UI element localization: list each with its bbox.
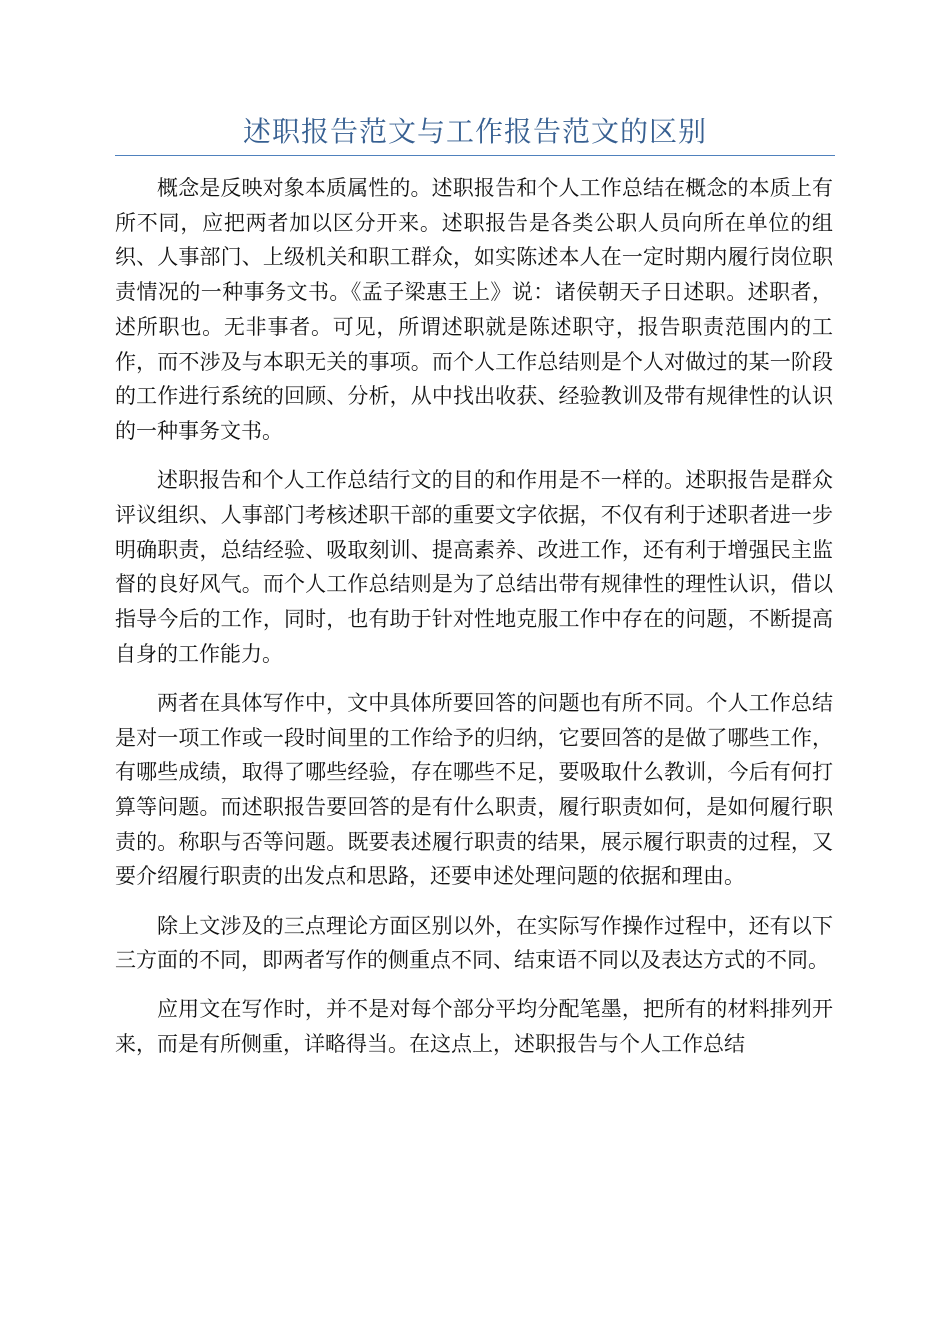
paragraph: 除上文涉及的三点理论方面区别以外，在实际写作操作过程中，还有以下三方面的不同，即两者写作的侧重点不同、结束语不同以及表达方式的不同。 <box>115 913 833 973</box>
document-body <box>115 171 833 1076</box>
paragraph: 述职报告和个人工作总结行文的目的和作用是不一样的。述职报告是群众评议组织、人事部门考核述职干部的重要文字依据，不仅有利于述职者进一步明确职责，总结经验、吸取刻训、提高素养、改进工作，还有利于增强民主监督的良好风气。而个人工作总结则是为了总结出带有规律性的理性认识，借以指导今后的工作，同时，也有助于针对性地克服工作中存在的问题，不断提高自身的工作能力。 <box>115 468 833 666</box>
title-underline <box>115 155 835 156</box>
document-title: 述职报告范文与工作报告范文的区别 <box>242 115 707 148</box>
paragraph: 概念是反映对象本质属性的。述职报告和个人工作总结在概念的本质上有所不同，应把两者加以区分开来。述职报告是各类公职人员向所在单位的组织、人事部门、上级机关和职工群众，如实陈述本人在一定时期内履行岗位职责情况的一种事务文书。《孟子梁惠王上》说：诸侯朝天子日述职。述职者，述所职也。无非事者。可见，所谓述职就是陈述职守，报告职责范围内的工作，而不涉及与本职无关的事项。而个人工作总结则是个人对做过的某一阶段的工作进行系统的回顾、分析，从中找出收获、经验教训及带有规律性的认识的一种事务文书。 <box>115 176 833 443</box>
paragraph: 应用文在写作时，并不是对每个部分平均分配笔墨，把所有的材料排列开来，而是有所侧重，详略得当。在这点上，述职报告与个人工作总结 <box>115 997 833 1057</box>
paragraph: 两者在具体写作中，文中具体所要回答的问题也有所不同。个人工作总结是对一项工作或一段时间里的工作给予的归纳，它要回答的是做了哪些工作，有哪些成绩，取得了哪些经验，存在哪些不足，要吸取什么教训，今后有何打算等问题。而述职报告要回答的是有什么职责，履行职责如何，是如何履行职责的。称职与否等问题。既要表述履行职责的结果，展示履行职责的过程，又要介绍履行职责的出发点和思路，还要申述处理问题的依据和理由。 <box>115 690 833 889</box>
